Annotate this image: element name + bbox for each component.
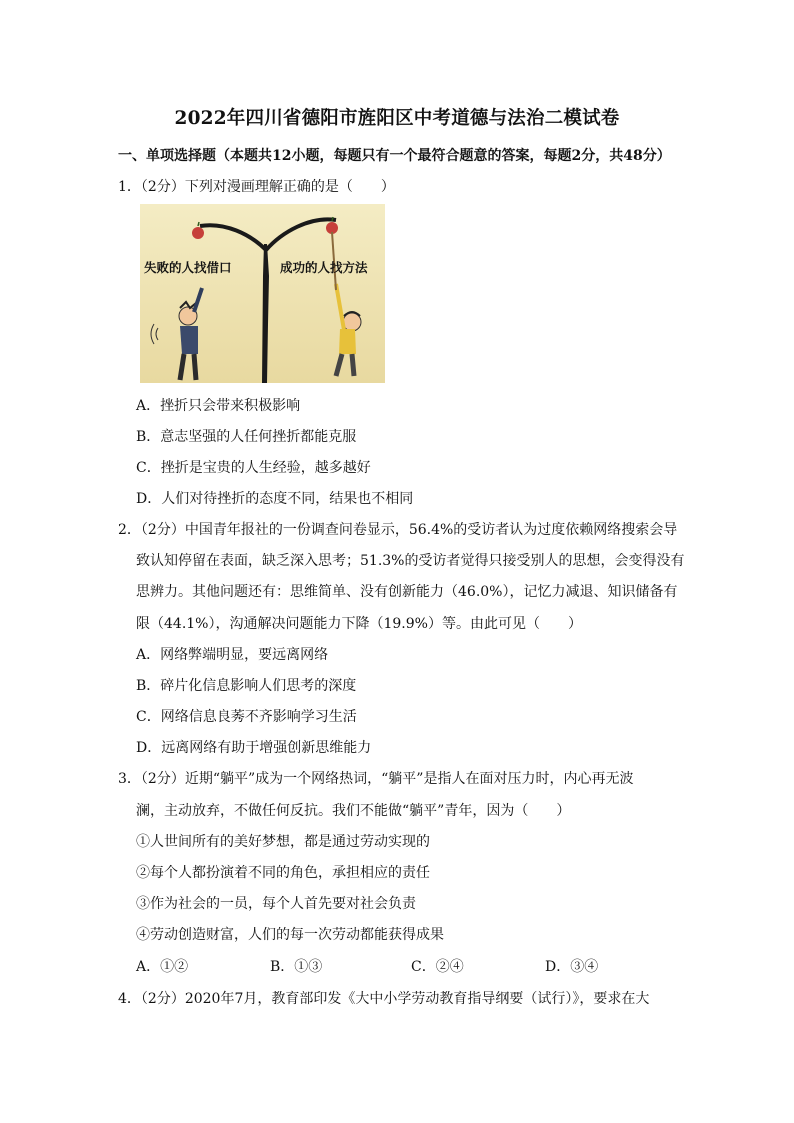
question-3-choice-b: B．①③ [270, 959, 323, 975]
question-4-line-1: 4．（2分）2020年7月，教育部印发《大中小学劳动教育指导纲要（试行）》，要求在大 [118, 991, 650, 1007]
cartoon-right-caption: 成功的人找方法 [280, 260, 368, 275]
question-2-line-1: 2．（2分）中国青年报社的一份调查问卷显示，56.4%的受访者认为过度依赖网络搜索会导 [118, 522, 678, 538]
cartoon-image [140, 204, 385, 383]
question-1-option-d: D．人们对待挫折的态度不同，结果也不相同 [136, 491, 414, 507]
question-2-line-2: 致认知停留在表面，缺乏深入思考；51.3%的受访者觉得只接受别人的思想，会变得没有 [136, 553, 685, 569]
question-1-option-a: A．挫折只会带来积极影响 [136, 398, 301, 414]
question-2-line-4: 限（44.1%），沟通解决问题能力下降（19.9%）等。由此可见（ ） [136, 616, 582, 632]
question-3-line-1: 3．（2分）近期“躺平”成为一个网络热词，“躺平”是指人在面对压力时，内心再无波 [118, 771, 634, 787]
question-3-line-2: 澜，主动放弃，不做任何反抗。我们不能做“躺平”青年，因为（ ） [136, 803, 571, 819]
question-1-option-b: B．意志坚强的人任何挫折都能克服 [136, 429, 357, 445]
question-3-choice-a: A．①② [136, 959, 189, 975]
question-1-stem: 1．（2分）下列对漫画理解正确的是（ ） [118, 179, 395, 195]
question-3-choice-c: C．②④ [411, 959, 464, 975]
question-2-option-a: A．网络弊端明显，要远离网络 [136, 647, 329, 663]
question-3-statement-4: ④劳动创造财富，人们的每一次劳动都能获得成果 [136, 927, 444, 943]
question-1-option-c: C．挫折是宝贵的人生经验，越多越好 [136, 460, 371, 476]
question-2-option-c: C．网络信息良莠不齐影响学习生活 [136, 709, 357, 725]
question-3-statement-3: ③作为社会的一员，每个人首先要对社会负责 [136, 896, 416, 912]
question-2-option-d: D．远离网络有助于增强创新思维能力 [136, 740, 372, 756]
cartoon-left-caption: 失败的人找借口 [144, 260, 232, 275]
exam-title: 2022年四川省德阳市旌阳区中考道德与法治二模试卷 [174, 108, 620, 129]
question-3-statement-1: ①人世间所有的美好梦想，都是通过劳动实现的 [136, 834, 430, 850]
section-heading: 一、单项选择题（本题共12小题，每题只有一个最符合题意的答案，每题2分，共48分） [118, 148, 671, 164]
question-3-choice-d: D．③④ [545, 959, 599, 975]
question-3-statement-2: ②每个人都扮演着不同的角色，承担相应的责任 [136, 865, 430, 881]
question-2-option-b: B．碎片化信息影响人们思考的深度 [136, 678, 357, 694]
question-2-line-3: 思辨力。其他问题还有：思维简单、没有创新能力（46.0%），记忆力减退、知识储备有 [136, 584, 678, 600]
